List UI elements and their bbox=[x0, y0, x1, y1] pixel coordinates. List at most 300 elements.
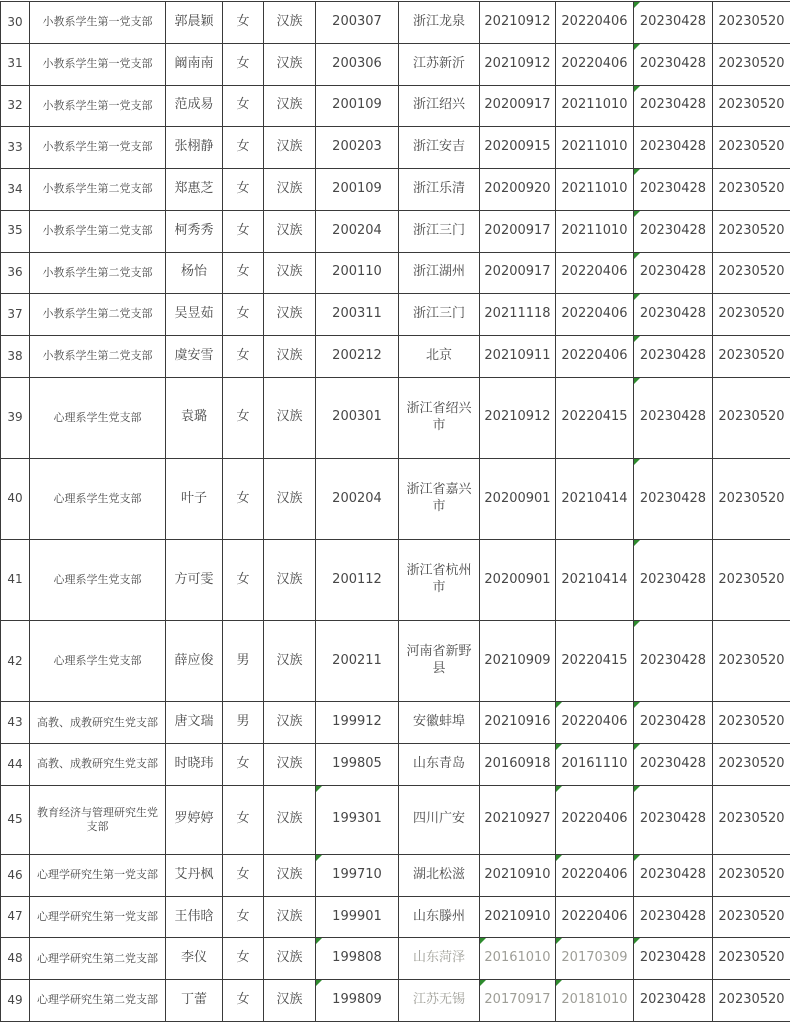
cell-value: 199808 bbox=[332, 950, 382, 966]
cell-no bbox=[1, 980, 30, 1022]
cell-value: 20220406 bbox=[561, 55, 628, 71]
cell-code bbox=[316, 744, 399, 786]
table-row bbox=[1, 702, 790, 744]
cell-date2 bbox=[556, 294, 634, 336]
cell-value: 20230428 bbox=[639, 714, 707, 730]
cell-date4 bbox=[713, 336, 790, 378]
cell-branch bbox=[30, 294, 166, 336]
cell-value: 薛应俊 bbox=[174, 652, 214, 668]
cell-date4 bbox=[713, 744, 790, 786]
cell-value: 叶子 bbox=[180, 490, 207, 506]
cell-value: 20211010 bbox=[561, 222, 628, 238]
cell-value: 女 bbox=[236, 866, 250, 882]
cell-origin bbox=[399, 702, 480, 744]
cell-value: 44 bbox=[7, 756, 23, 771]
cell-value: 郑惠芝 bbox=[174, 180, 214, 196]
comment-indicator-icon bbox=[634, 336, 640, 342]
cell-date2 bbox=[556, 85, 634, 127]
cell-value: 女 bbox=[236, 180, 250, 196]
cell-value: 江苏无锡 bbox=[412, 992, 465, 1008]
comment-indicator-icon bbox=[556, 786, 562, 792]
cell-value: 汉族 bbox=[276, 264, 303, 280]
cell-value: 女 bbox=[236, 55, 250, 71]
cell-no bbox=[1, 621, 30, 702]
cell-no bbox=[1, 336, 30, 378]
cell-no bbox=[1, 744, 30, 786]
cell-no bbox=[1, 294, 30, 336]
cell-name bbox=[166, 43, 223, 85]
cell-value: 20230520 bbox=[718, 306, 785, 322]
cell-date1 bbox=[480, 127, 556, 169]
cell-date4 bbox=[713, 540, 790, 621]
cell-gender bbox=[223, 854, 264, 896]
cell-value: 20220406 bbox=[561, 908, 628, 924]
cell-origin bbox=[399, 2, 480, 44]
cell-name bbox=[166, 210, 223, 252]
cell-value: 浙江省绍兴市 bbox=[406, 400, 472, 433]
cell-date3 bbox=[634, 854, 713, 896]
cell-ethnicity bbox=[264, 127, 316, 169]
cell-origin bbox=[399, 336, 480, 378]
cell-date2 bbox=[556, 702, 634, 744]
comment-indicator-icon bbox=[634, 621, 640, 627]
cell-date4 bbox=[713, 980, 790, 1022]
cell-code bbox=[316, 85, 399, 127]
cell-value: 20230520 bbox=[718, 811, 785, 827]
cell-name bbox=[166, 785, 223, 854]
cell-value: 20161010 bbox=[484, 950, 551, 966]
cell-ethnicity bbox=[264, 2, 316, 44]
cell-value: 48 bbox=[7, 951, 23, 965]
cell-value: 20220406 bbox=[561, 264, 628, 280]
comment-indicator-icon bbox=[316, 938, 322, 944]
cell-value: 汉族 bbox=[276, 756, 303, 772]
cell-ethnicity bbox=[264, 294, 316, 336]
table-row bbox=[1, 785, 790, 854]
cell-no bbox=[1, 127, 30, 169]
cell-value: 20161110 bbox=[561, 756, 628, 772]
cell-gender bbox=[223, 2, 264, 44]
cell-value: 女 bbox=[236, 756, 250, 772]
comment-indicator-icon bbox=[480, 938, 486, 944]
cell-no bbox=[1, 43, 30, 85]
cell-value: 心理学研究生第一党支部 bbox=[37, 909, 158, 923]
cell-gender bbox=[223, 336, 264, 378]
cell-value: 200301 bbox=[332, 409, 382, 425]
cell-date2 bbox=[556, 785, 634, 854]
cell-date2 bbox=[556, 540, 634, 621]
cell-value: 山东青岛 bbox=[412, 756, 465, 772]
cell-date4 bbox=[713, 621, 790, 702]
cell-value: 20220406 bbox=[561, 714, 628, 730]
cell-date3 bbox=[634, 127, 713, 169]
cell-branch bbox=[30, 2, 166, 44]
cell-origin bbox=[399, 252, 480, 294]
cell-value: 汉族 bbox=[276, 180, 303, 196]
cell-no bbox=[1, 252, 30, 294]
cell-value: 心理系学生党支部 bbox=[53, 654, 142, 668]
cell-value: 20230428 bbox=[639, 908, 707, 924]
cell-value: 20230428 bbox=[639, 13, 707, 29]
cell-value: 山东菏泽 bbox=[412, 950, 465, 966]
cell-gender bbox=[223, 85, 264, 127]
cell-branch bbox=[30, 169, 166, 211]
cell-date1 bbox=[480, 702, 556, 744]
cell-gender bbox=[223, 540, 264, 621]
cell-date4 bbox=[713, 210, 790, 252]
cell-branch bbox=[30, 43, 166, 85]
table-row bbox=[1, 127, 790, 169]
cell-value: 汉族 bbox=[276, 55, 303, 71]
cell-value: 汉族 bbox=[276, 652, 303, 668]
cell-value: 20230428 bbox=[639, 55, 707, 71]
cell-name bbox=[166, 252, 223, 294]
cell-name bbox=[166, 2, 223, 44]
cell-date1 bbox=[480, 744, 556, 786]
cell-value: 20230520 bbox=[718, 652, 785, 668]
cell-value: 20170309 bbox=[561, 950, 628, 966]
cell-value: 199301 bbox=[332, 811, 382, 827]
cell-value: 20200917 bbox=[484, 222, 551, 238]
cell-value: 20230520 bbox=[718, 866, 785, 882]
cell-value: 小教系学生第一党支部 bbox=[42, 56, 153, 70]
cell-value: 汉族 bbox=[276, 490, 303, 506]
cell-value: 袁璐 bbox=[180, 409, 207, 425]
cell-ethnicity bbox=[264, 458, 316, 539]
cell-name bbox=[166, 854, 223, 896]
cell-gender bbox=[223, 127, 264, 169]
cell-origin bbox=[399, 621, 480, 702]
table-row bbox=[1, 85, 790, 127]
cell-no bbox=[1, 2, 30, 44]
cell-value: 王伟晗 bbox=[174, 908, 214, 924]
cell-value: 20230428 bbox=[639, 347, 707, 363]
cell-value: 山东滕州 bbox=[412, 908, 465, 924]
cell-value: 20210912 bbox=[484, 13, 551, 29]
cell-value: 汉族 bbox=[276, 714, 303, 730]
cell-origin bbox=[399, 980, 480, 1022]
comment-indicator-icon bbox=[316, 980, 322, 986]
cell-value: 湖北松滋 bbox=[412, 866, 465, 882]
cell-code bbox=[316, 127, 399, 169]
cell-origin bbox=[399, 785, 480, 854]
cell-date1 bbox=[480, 252, 556, 294]
cell-ethnicity bbox=[264, 938, 316, 980]
cell-date3 bbox=[634, 336, 713, 378]
cell-date3 bbox=[634, 458, 713, 539]
cell-value: 汉族 bbox=[276, 97, 303, 113]
cell-code bbox=[316, 252, 399, 294]
cell-code bbox=[316, 294, 399, 336]
cell-no bbox=[1, 540, 30, 621]
comment-indicator-icon bbox=[634, 938, 640, 944]
cell-value: 罗婷婷 bbox=[174, 811, 214, 827]
cell-date3 bbox=[634, 785, 713, 854]
cell-value: 200211 bbox=[332, 652, 382, 668]
comment-indicator-icon bbox=[556, 702, 562, 708]
cell-value: 心理系学生党支部 bbox=[53, 491, 142, 505]
cell-date3 bbox=[634, 621, 713, 702]
cell-value: 河南省新野县 bbox=[406, 644, 472, 677]
cell-date4 bbox=[713, 702, 790, 744]
cell-origin bbox=[399, 854, 480, 896]
comment-indicator-icon bbox=[634, 169, 640, 175]
cell-value: 李仪 bbox=[180, 950, 207, 966]
cell-value: 40 bbox=[7, 491, 23, 506]
cell-value: 31 bbox=[7, 56, 23, 71]
cell-date1 bbox=[480, 169, 556, 211]
cell-value: 安徽蚌埠 bbox=[412, 714, 465, 730]
cell-value: 199901 bbox=[332, 908, 382, 924]
cell-origin bbox=[399, 43, 480, 85]
cell-value: 20230428 bbox=[639, 756, 707, 772]
cell-gender bbox=[223, 785, 264, 854]
cell-value: 20200901 bbox=[484, 571, 551, 587]
cell-origin bbox=[399, 540, 480, 621]
cell-value: 20230428 bbox=[639, 139, 707, 155]
cell-name bbox=[166, 458, 223, 539]
cell-value: 范成易 bbox=[174, 97, 214, 113]
table-row bbox=[1, 252, 790, 294]
comment-indicator-icon bbox=[634, 211, 640, 217]
cell-branch bbox=[30, 896, 166, 938]
cell-no bbox=[1, 785, 30, 854]
cell-name bbox=[166, 980, 223, 1022]
cell-value: 20230428 bbox=[639, 97, 707, 113]
cell-value: 女 bbox=[236, 409, 250, 425]
cell-value: 小教系学生第二党支部 bbox=[42, 182, 153, 196]
cell-value: 20230428 bbox=[639, 490, 707, 506]
table-row bbox=[1, 540, 790, 621]
cell-value: 吴昱茹 bbox=[174, 306, 214, 322]
cell-value: 199805 bbox=[332, 756, 382, 772]
cell-value: 女 bbox=[236, 950, 250, 966]
cell-no bbox=[1, 169, 30, 211]
cell-name bbox=[166, 169, 223, 211]
cell-value: 四川广安 bbox=[412, 811, 465, 827]
cell-value: 阚南南 bbox=[174, 55, 214, 71]
cell-value: 200307 bbox=[332, 13, 382, 29]
cell-name bbox=[166, 621, 223, 702]
table-row bbox=[1, 169, 790, 211]
cell-date2 bbox=[556, 210, 634, 252]
cell-date4 bbox=[713, 458, 790, 539]
cell-value: 20230520 bbox=[718, 992, 785, 1008]
cell-ethnicity bbox=[264, 980, 316, 1022]
cell-value: 36 bbox=[7, 265, 23, 280]
comment-indicator-icon bbox=[634, 786, 640, 792]
cell-ethnicity bbox=[264, 744, 316, 786]
cell-value: 20220406 bbox=[561, 306, 628, 322]
cell-value: 北京 bbox=[425, 347, 452, 363]
cell-value: 20230520 bbox=[718, 490, 785, 506]
cell-value: 20200915 bbox=[484, 139, 551, 155]
comment-indicator-icon bbox=[634, 378, 640, 384]
cell-value: 20230520 bbox=[718, 13, 785, 29]
cell-branch bbox=[30, 458, 166, 539]
cell-origin bbox=[399, 210, 480, 252]
cell-value: 20230520 bbox=[718, 409, 785, 425]
cell-value: 20230428 bbox=[639, 180, 707, 196]
cell-value: 汉族 bbox=[276, 992, 303, 1008]
cell-value: 34 bbox=[7, 181, 23, 196]
cell-date1 bbox=[480, 896, 556, 938]
cell-value: 浙江安吉 bbox=[412, 139, 465, 155]
cell-branch bbox=[30, 210, 166, 252]
cell-date3 bbox=[634, 85, 713, 127]
cell-date4 bbox=[713, 785, 790, 854]
table-row bbox=[1, 621, 790, 702]
cell-date2 bbox=[556, 854, 634, 896]
cell-name bbox=[166, 85, 223, 127]
cell-date1 bbox=[480, 540, 556, 621]
cell-branch bbox=[30, 336, 166, 378]
table-row bbox=[1, 294, 790, 336]
comment-indicator-icon bbox=[634, 44, 640, 50]
cell-value: 43 bbox=[7, 714, 23, 729]
table-row bbox=[1, 43, 790, 85]
cell-date3 bbox=[634, 540, 713, 621]
party-members-table bbox=[0, 1, 790, 1022]
cell-date1 bbox=[480, 621, 556, 702]
cell-no bbox=[1, 85, 30, 127]
cell-value: 39 bbox=[7, 410, 23, 425]
cell-value: 教育经济与管理研究生党支部 bbox=[37, 805, 158, 833]
cell-value: 女 bbox=[236, 811, 250, 827]
cell-value: 20230520 bbox=[718, 908, 785, 924]
cell-value: 35 bbox=[7, 223, 23, 238]
cell-branch bbox=[30, 854, 166, 896]
cell-value: 女 bbox=[236, 139, 250, 155]
cell-value: 200311 bbox=[332, 306, 382, 322]
cell-ethnicity bbox=[264, 43, 316, 85]
cell-value: 20230520 bbox=[718, 97, 785, 113]
cell-value: 20181010 bbox=[561, 992, 628, 1008]
cell-ethnicity bbox=[264, 540, 316, 621]
cell-date2 bbox=[556, 252, 634, 294]
cell-value: 心理学研究生第二党支部 bbox=[37, 951, 158, 965]
comment-indicator-icon bbox=[556, 938, 562, 944]
cell-value: 柯秀秀 bbox=[174, 222, 214, 238]
cell-name bbox=[166, 744, 223, 786]
cell-date1 bbox=[480, 980, 556, 1022]
cell-date3 bbox=[634, 744, 713, 786]
cell-date1 bbox=[480, 458, 556, 539]
cell-date2 bbox=[556, 43, 634, 85]
cell-value: 汉族 bbox=[276, 811, 303, 827]
cell-origin bbox=[399, 127, 480, 169]
cell-value: 20211118 bbox=[484, 306, 551, 322]
cell-date2 bbox=[556, 896, 634, 938]
cell-branch bbox=[30, 377, 166, 458]
cell-date4 bbox=[713, 2, 790, 44]
cell-no bbox=[1, 377, 30, 458]
table-row bbox=[1, 896, 790, 938]
cell-value: 高教、成教研究生党支部 bbox=[37, 757, 158, 771]
cell-value: 浙江湖州 bbox=[412, 264, 465, 280]
comment-indicator-icon bbox=[556, 744, 562, 750]
cell-date1 bbox=[480, 43, 556, 85]
cell-value: 小教系学生第二党支部 bbox=[42, 307, 153, 321]
cell-date3 bbox=[634, 980, 713, 1022]
cell-value: 张栩静 bbox=[174, 139, 214, 155]
cell-value: 200306 bbox=[332, 55, 382, 71]
cell-name bbox=[166, 127, 223, 169]
cell-value: 20210910 bbox=[484, 908, 551, 924]
cell-value: 20230520 bbox=[718, 347, 785, 363]
cell-ethnicity bbox=[264, 702, 316, 744]
cell-value: 20230520 bbox=[718, 714, 785, 730]
cell-gender bbox=[223, 896, 264, 938]
cell-value: 200204 bbox=[332, 490, 382, 506]
cell-value: 女 bbox=[236, 97, 250, 113]
cell-value: 心理学研究生第二党支部 bbox=[37, 993, 158, 1007]
cell-name bbox=[166, 294, 223, 336]
table-row bbox=[1, 2, 790, 44]
cell-value: 浙江省杭州市 bbox=[406, 563, 472, 596]
cell-date2 bbox=[556, 336, 634, 378]
cell-code bbox=[316, 702, 399, 744]
cell-value: 20230520 bbox=[718, 571, 785, 587]
cell-value: 心理系学生党支部 bbox=[53, 410, 142, 424]
cell-no bbox=[1, 938, 30, 980]
cell-branch bbox=[30, 980, 166, 1022]
cell-value: 20220406 bbox=[561, 811, 628, 827]
cell-code bbox=[316, 896, 399, 938]
cell-date2 bbox=[556, 980, 634, 1022]
cell-gender bbox=[223, 377, 264, 458]
cell-ethnicity bbox=[264, 85, 316, 127]
cell-value: 唐文瑞 bbox=[174, 714, 214, 730]
cell-origin bbox=[399, 85, 480, 127]
cell-value: 20230428 bbox=[639, 222, 707, 238]
cell-code bbox=[316, 210, 399, 252]
cell-date4 bbox=[713, 938, 790, 980]
cell-date1 bbox=[480, 85, 556, 127]
table-row bbox=[1, 458, 790, 539]
cell-value: 20200917 bbox=[484, 264, 551, 280]
cell-date3 bbox=[634, 252, 713, 294]
cell-code bbox=[316, 785, 399, 854]
cell-value: 女 bbox=[236, 222, 250, 238]
cell-origin bbox=[399, 377, 480, 458]
cell-value: 37 bbox=[7, 306, 23, 321]
cell-no bbox=[1, 210, 30, 252]
cell-value: 方可雯 bbox=[174, 571, 214, 587]
table-row bbox=[1, 980, 790, 1022]
cell-value: 女 bbox=[236, 490, 250, 506]
comment-indicator-icon bbox=[634, 540, 640, 546]
cell-value: 江苏新沂 bbox=[412, 55, 465, 71]
cell-value: 浙江绍兴 bbox=[412, 97, 465, 113]
cell-origin bbox=[399, 458, 480, 539]
cell-value: 30 bbox=[7, 14, 23, 29]
cell-value: 女 bbox=[236, 908, 250, 924]
cell-date4 bbox=[713, 252, 790, 294]
cell-code bbox=[316, 336, 399, 378]
cell-date4 bbox=[713, 854, 790, 896]
cell-value: 汉族 bbox=[276, 347, 303, 363]
cell-value: 汉族 bbox=[276, 222, 303, 238]
cell-value: 20230520 bbox=[718, 180, 785, 196]
cell-ethnicity bbox=[264, 854, 316, 896]
cell-value: 女 bbox=[236, 13, 250, 29]
cell-date1 bbox=[480, 854, 556, 896]
table-row bbox=[1, 336, 790, 378]
cell-branch bbox=[30, 785, 166, 854]
cell-value: 汉族 bbox=[276, 139, 303, 155]
cell-value: 49 bbox=[7, 992, 23, 1007]
